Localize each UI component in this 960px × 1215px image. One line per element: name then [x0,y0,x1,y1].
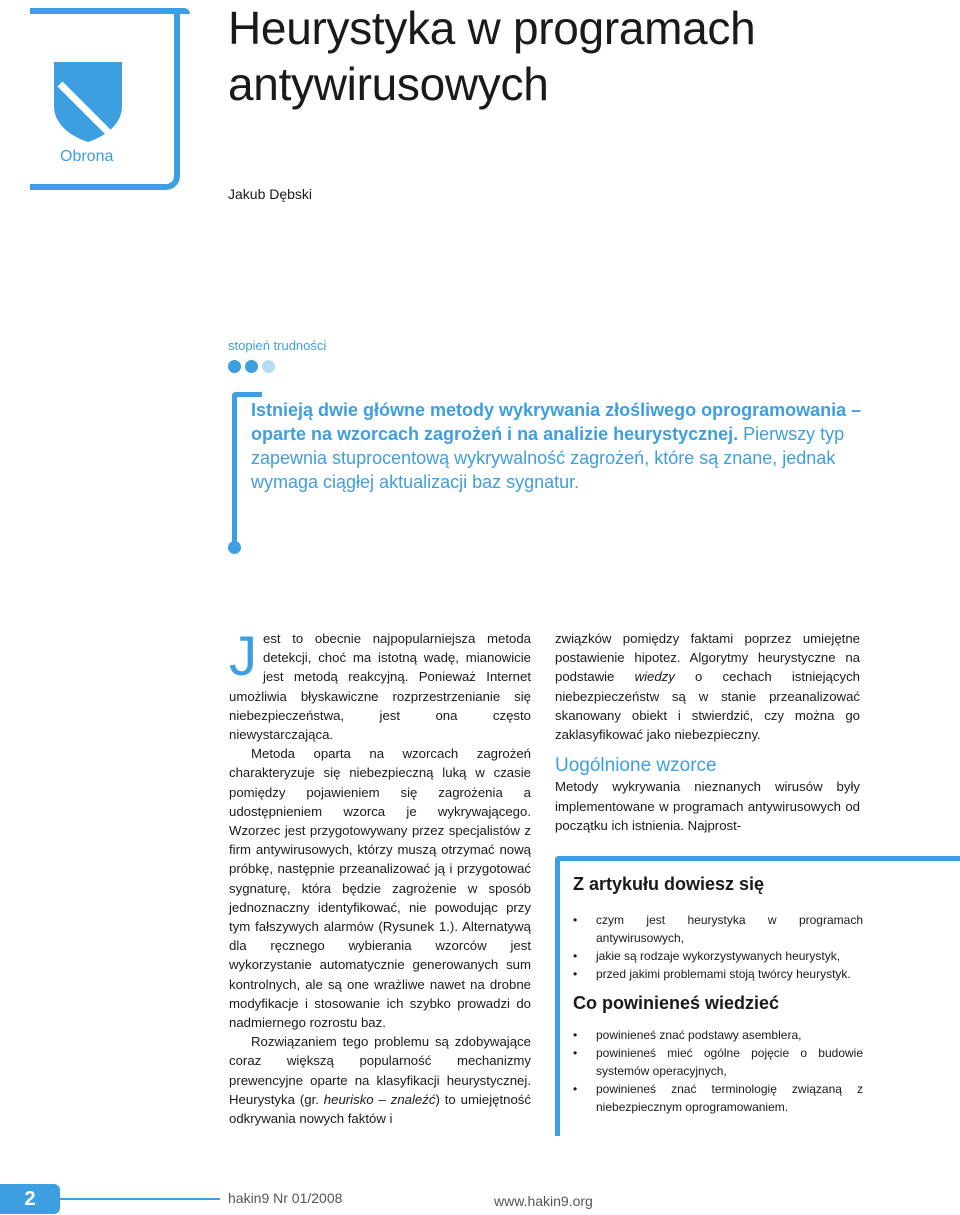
sidebar-list [573,911,863,983]
sidebar-list [573,1026,863,1116]
list-item: • przed jakimi problemami stoją twórcy heurystyk. [573,965,863,983]
body-paragraph [555,629,860,744]
body-paragraph [229,624,531,744]
list-item: • powinieneś znać podstawy asemblera, [573,1026,863,1044]
drop-cap: J [229,624,257,687]
article-author: Jakub Dębski [228,186,313,202]
difficulty-dot [262,360,275,373]
difficulty-dot [228,360,241,373]
body-column-left [229,624,531,1128]
body-text: Rozwiązaniem tego problemu są zdobywające coraz większą popularność mechanizmy prewencyjne oparte na klasyfikacji heurystycznej. Heurystyka (gr. [229,1034,531,1107]
body-emphasis: heurisko – znaleźć [323,1091,436,1107]
body-paragraph: Metody wykrywania nieznanych wirusów były implementowane w programach antywirusowych od początku ich istnienia. Najprost- [555,779,860,833]
body-emphasis: wiedzy [634,669,675,685]
page-number: 2 [24,1188,36,1210]
shield-icon [54,62,122,142]
body-text: związków pomiędzy faktami poprzez umiejętne postawienie hipotez. Algorytmy heurystyczne na podstawie [555,631,860,685]
lead-normal-text: Pierwszy typ zapewnia stuprocentową wykrywalność zagrożeń, które są znane, jednak wymaga ciągłej aktualizacji baz sygnatur. [251,424,845,492]
body-column-right [555,629,860,835]
body-text: est to obecnie najpopularniejsza metoda detekcji, choć ma istotną wadę, mianowicie jest metodą reakcyjną. Ponieważ Internet umożliwia błyskawiczne rozprzestrzenianie się niebezpieczeństwa, jest ona często niewystarczająca. [229,631,531,743]
sidebar-heading: Co powinieneś wiedzieć [573,993,780,1013]
list-item: • jakie są rodzaje wykorzystywanych heurystyk, [573,947,863,965]
footer-magazine: hakin9 Nr 01/2008 [228,1190,343,1206]
sidebar-border-left [555,856,560,1136]
sidebar-border-top [555,856,960,861]
category-label: Obrona [60,148,114,165]
footer-url[interactable]: www.hakin9.org [494,1193,593,1209]
lead-bold-text: Istnieją dwie główne metody wykrywania złośliwego oprogramowania – oparte na wzorcach zagrożeń i na analizie heurystycznej. [251,400,862,444]
difficulty-label: stopień trudności [228,338,327,353]
difficulty-rating [228,360,275,373]
sidebar-heading: Z artykułu dowiesz się [573,874,765,894]
lead-bracket-dot [228,541,241,554]
body-text: o cechach istniejących niebezpieczeństw są w stanie przeanalizować skanowany obiekt i stwierdzić, czy można go zaklasyfikować jako niebezpieczny. [555,669,860,743]
list-item: • powinieneś mieć ogólne pojęcie o budowie systemów operacyjnych, [573,1044,863,1080]
sidebar-box [573,874,863,1116]
article-title: Heurystyka w programach antywirusowych [228,2,756,110]
list-item: • czym jest heurystyka w programach antywirusowych, [573,911,863,947]
difficulty-dot [245,360,258,373]
footer-rule [60,1198,220,1200]
body-paragraph: Metoda oparta na wzorcach zagrożeń charakteryzuje się niebezpieczną luką w czasie pomiędzy pojawieniem się zagrożenia a udostępnieniem wzorca je wykrywającego. Wzorzec jest przygotowywany przez specjalistów z firm antywirusowych, którzy muszą otrzymać nową próbkę, następnie przeanalizować ją i przygotować sygnaturę, która będzie zagrożenie w sposób jednoznaczny identyfikować, nie powodując przy tym fałszywych alarmów (Rysunek 1.). Alternatywą dla ręcznego wybierania wzorców jest wykorzystanie automatycznie generowanych sum kontrolnych, ale są one wrażliwe nawet na drobne modyfikacje i stosowanie ich szybko prowadzi do nadmiernego rozrostu baz. [229,746,531,1031]
list-item: • powinieneś znać terminologię związaną z niebezpiecznym oprogramowaniem. [573,1080,863,1116]
section-heading: Uogólnione wzorce [555,755,717,777]
body-text: ) to umiejętność odkrywania nowych faktów i [229,1091,531,1127]
lead-paragraph [251,398,871,494]
lead-bracket-line [232,392,237,544]
body-paragraph [229,1032,531,1128]
